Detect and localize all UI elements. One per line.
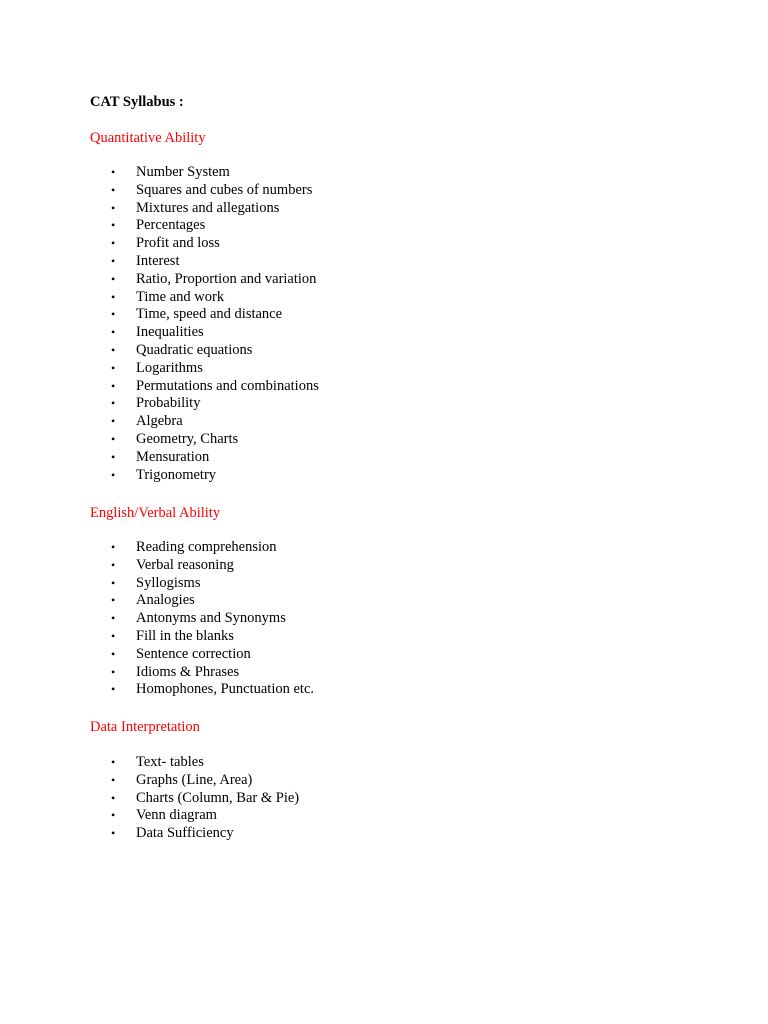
bullet-icon: • bbox=[111, 289, 116, 304]
list-item-text: Trigonometry bbox=[136, 466, 217, 483]
list-item-text: Verbal reasoning bbox=[136, 556, 234, 573]
bullet-icon: • bbox=[111, 808, 116, 823]
bullet-icon: • bbox=[111, 325, 116, 340]
list-item-text: Reading comprehension bbox=[136, 539, 277, 555]
bullet-icon: • bbox=[111, 790, 116, 805]
bullet-icon: • bbox=[111, 540, 116, 554]
bullet-icon: • bbox=[111, 396, 116, 411]
list-item-text: Mixtures and allegations bbox=[136, 199, 280, 216]
list-item-text: Venn diagram bbox=[136, 807, 217, 824]
bullet-icon: • bbox=[111, 378, 116, 393]
bullet-icon: • bbox=[111, 182, 116, 197]
list-item-text: Data Sufficiency bbox=[136, 825, 234, 842]
bullet-icon: • bbox=[111, 414, 116, 429]
document-title: CAT Syllabus : bbox=[90, 94, 184, 110]
list-item-text: Idioms & Phrases bbox=[136, 663, 240, 680]
list-item-text: Analogies bbox=[136, 592, 195, 609]
list-item-text: Graphs (Line, Area) bbox=[136, 771, 253, 788]
list-item-text: Time and work bbox=[136, 288, 225, 305]
bullet-icon: • bbox=[111, 575, 116, 590]
bullet-icon: • bbox=[111, 467, 116, 482]
bullet-icon: • bbox=[111, 449, 116, 464]
list-item-text: Algebra bbox=[136, 413, 183, 430]
list-item-text: Text- tables bbox=[136, 754, 204, 770]
bullet-icon: • bbox=[111, 646, 116, 661]
bullet-icon: • bbox=[111, 664, 116, 679]
list-item-text: Inequalities bbox=[136, 324, 204, 341]
list-item-text: Mensuration bbox=[136, 448, 210, 465]
list-item-text: Homophones, Punctuation etc. bbox=[136, 681, 315, 698]
section-heading-data-interpretation: Data Interpretation bbox=[90, 719, 200, 735]
list-item-text: Squares and cubes of numbers bbox=[136, 181, 313, 198]
list-item-text: Probability bbox=[136, 395, 201, 412]
list-item-text: Time, speed and distance bbox=[136, 306, 283, 323]
list-item-text: Syllogisms bbox=[136, 574, 201, 591]
bullet-icon: • bbox=[111, 431, 116, 446]
bullet-icon: • bbox=[111, 360, 116, 375]
section-heading-quantitative-ability: Quantitative Ability bbox=[90, 130, 206, 146]
list-item-text: Fill in the blanks bbox=[136, 627, 234, 644]
list-item-text: Interest bbox=[136, 252, 180, 269]
list-item-text: Permutations and combinations bbox=[136, 377, 319, 394]
list-item-text: Percentages bbox=[136, 217, 206, 234]
bullet-icon: • bbox=[111, 253, 116, 268]
bullet-icon: • bbox=[111, 611, 116, 626]
list-item-text: Quadratic equations bbox=[136, 341, 253, 358]
bullet-icon: • bbox=[111, 236, 116, 251]
bullet-icon: • bbox=[111, 557, 116, 572]
bullet-icon: • bbox=[111, 342, 116, 357]
list-item-text: Sentence correction bbox=[136, 645, 251, 662]
section-heading-english-verbal-ability: English/Verbal Ability bbox=[90, 505, 221, 521]
bullet-icon: • bbox=[111, 218, 116, 233]
bullet-icon: • bbox=[111, 307, 116, 322]
list-item-text: Charts (Column, Bar & Pie) bbox=[136, 789, 300, 806]
list-item-text: Ratio, Proportion and variation bbox=[136, 270, 317, 287]
bullet-icon: • bbox=[111, 165, 116, 179]
bullet-icon: • bbox=[111, 271, 116, 286]
list-item-text: Logarithms bbox=[136, 359, 203, 376]
bullet-icon: • bbox=[111, 755, 116, 769]
bullet-icon: • bbox=[111, 200, 116, 215]
list-item-text: Geometry, Charts bbox=[136, 430, 239, 447]
list-item-text: Profit and loss bbox=[136, 235, 220, 252]
bullet-icon: • bbox=[111, 682, 116, 697]
bullet-icon: • bbox=[111, 772, 116, 787]
bullet-icon: • bbox=[111, 826, 116, 841]
bullet-icon: • bbox=[111, 593, 116, 608]
bullet-icon: • bbox=[111, 628, 116, 643]
list-item-text: Number System bbox=[136, 164, 230, 180]
list-item-text: Antonyms and Synonyms bbox=[136, 610, 286, 627]
